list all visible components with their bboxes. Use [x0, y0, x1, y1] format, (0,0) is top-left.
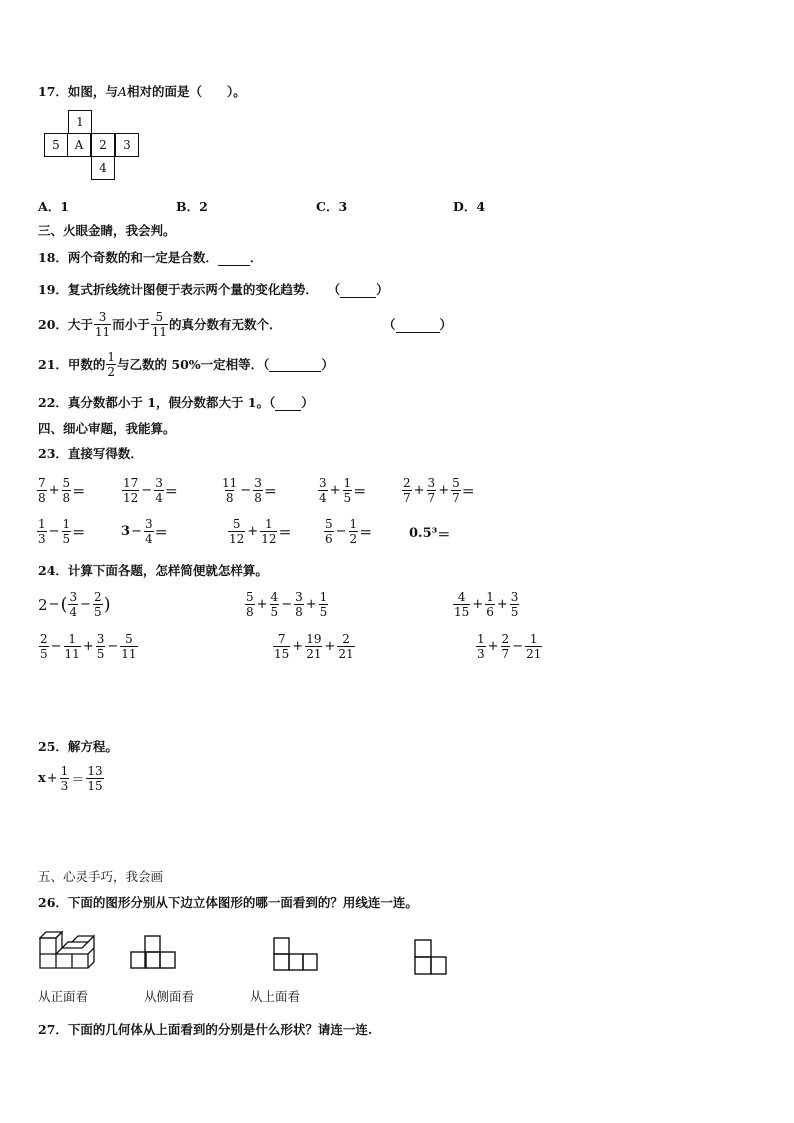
q20-post: 的真分数有无数个． [168, 316, 282, 332]
q17-option-d[interactable]: D．4 [453, 199, 486, 214]
math-token: 5 [96, 647, 105, 661]
q18 [38, 250, 262, 266]
math-token: 2 [38, 595, 48, 614]
math-token: 7 [427, 491, 436, 505]
math-token: 5 [94, 605, 102, 619]
fraction [337, 632, 354, 661]
math-token: 1 [38, 517, 46, 531]
math-token: 3 [38, 532, 46, 546]
fraction [64, 632, 81, 661]
math-token: 4 [457, 590, 466, 604]
math-token: 4 [69, 605, 78, 619]
math-token: 8 [225, 491, 234, 505]
operator: + [82, 639, 94, 654]
q19-blank[interactable] [340, 297, 376, 298]
math-token: 5 [62, 532, 71, 546]
q17-prompt [38, 84, 246, 100]
math-token: 8 [62, 491, 71, 505]
math-token: 13 [87, 764, 103, 778]
fraction [39, 632, 49, 661]
q17-prompt-pre: 17．如图，与 [38, 84, 118, 99]
operator: − [107, 639, 119, 654]
net-cell-4: 4 [91, 156, 115, 180]
q24-expr-f [475, 632, 543, 661]
q21-num: 1 [107, 350, 116, 364]
math-token: 3 [477, 647, 485, 661]
math-token: 3 [510, 590, 519, 604]
q23-title: 23．直接写得数． [38, 446, 143, 461]
math-token: x [38, 771, 46, 786]
math-token: 2 [403, 476, 411, 490]
math-token: 1 [265, 517, 273, 531]
math-token: 3 [96, 632, 105, 646]
fraction [60, 764, 70, 793]
operator: + [292, 639, 304, 654]
view-label-top: 从上面看 [250, 989, 301, 1004]
math-token: 15 [87, 779, 103, 793]
fraction [96, 632, 106, 661]
fraction [427, 476, 437, 505]
math-token: ＝ [164, 485, 178, 500]
math-token: 7 [501, 647, 510, 661]
q24-expr-e [272, 632, 356, 661]
math-token: − [335, 524, 347, 539]
q22-close: ） [301, 395, 314, 410]
q18-end: ． [249, 250, 263, 265]
q20-f2-num: 5 [155, 310, 164, 324]
q17-option-a[interactable]: A．1 [38, 199, 69, 214]
math-token: 3 [254, 476, 262, 490]
operator: + [472, 597, 484, 612]
math-token: 12 [229, 532, 245, 546]
math-token: 3 [69, 590, 78, 604]
net-cell-2: 2 [91, 133, 115, 157]
math-token: ＝ [72, 526, 86, 541]
math-token: + [413, 483, 425, 498]
q21-frac [106, 350, 116, 379]
math-token: 5 [319, 605, 328, 619]
q20-pre: 20．大于 [38, 316, 93, 332]
q20-f1-num: 3 [98, 310, 107, 324]
section-5-heading: 五、心灵手巧，我会画 [38, 869, 164, 884]
q24-expr-a [38, 590, 111, 619]
q24-title: 24．计算下面各题，怎样简便就怎样算。 [38, 563, 268, 578]
math-token: 1 [68, 632, 76, 646]
q23-expr-7 [121, 517, 168, 546]
math-token: 7 [277, 632, 286, 646]
math-token: 1 [349, 517, 358, 531]
math-token: 15 [274, 647, 290, 661]
math-token: 2 [94, 590, 102, 604]
math-token: + [438, 483, 450, 498]
q21-close: ） [321, 356, 334, 372]
q22-text: 22．真分数都小于 1，假分数都大于 1。（ [38, 395, 276, 410]
q17-option-b[interactable]: B．2 [176, 199, 208, 214]
math-token: 8 [295, 605, 303, 619]
math-token: 6 [486, 605, 494, 619]
q25-title: 25．解方程。 [38, 739, 118, 754]
q21-pre: 21．甲数的 [38, 356, 106, 372]
q23-expr-9 [323, 517, 372, 546]
q20-f1-den: 11 [94, 325, 111, 339]
fraction [270, 590, 280, 619]
fraction [120, 632, 137, 661]
fraction [37, 476, 47, 505]
q24-expr-b [244, 590, 329, 619]
q24-expr-c [452, 590, 520, 619]
q19 [38, 282, 389, 298]
q20-paren-open: （ [383, 317, 396, 332]
math-token: ＝ [263, 485, 277, 500]
math-token: 5 [125, 632, 133, 646]
math-token: ＝ [437, 528, 451, 543]
math-token: − [141, 483, 153, 498]
math-token: 3 [295, 590, 303, 604]
net-cell-A: A [67, 133, 91, 157]
math-token: ＝ [461, 485, 475, 500]
q22-blank[interactable] [275, 410, 301, 411]
fraction [86, 764, 103, 793]
fraction [273, 632, 290, 661]
math-token: 11 [222, 476, 238, 490]
top-view-shape-icon [273, 936, 319, 972]
q21-post: 与乙数的 50%一定相等．（ [117, 356, 270, 372]
math-token: ＝ [154, 526, 168, 541]
fraction [294, 590, 304, 619]
fraction [122, 476, 139, 505]
math-token: ＝ [278, 526, 292, 541]
math-token: 21 [338, 647, 354, 661]
math-token: 12 [261, 532, 277, 546]
operator: + [496, 597, 508, 612]
q20-mid: 而小于 [112, 316, 150, 332]
q17-var: A [117, 84, 127, 99]
fraction [228, 517, 245, 546]
q18-text: 18．两个奇数的和一定是合数． [38, 250, 218, 265]
math-token: 8 [38, 491, 46, 505]
q25-equation [38, 764, 105, 793]
math-token: 1 [343, 476, 352, 490]
math-token: 3 [60, 779, 69, 793]
math-token: 5 [452, 476, 460, 490]
math-token: − [240, 483, 252, 498]
q23-expr-3 [220, 476, 277, 505]
section-4-heading: 四、细心审题，我能算。 [38, 421, 176, 436]
fraction [525, 632, 542, 661]
fraction [501, 632, 511, 661]
operator: − [281, 597, 293, 612]
math-token: 7 [452, 491, 460, 505]
q27-title: 27．下面的几何体从上面看到的分别是什么形状？请连一连. [38, 1022, 373, 1037]
q20-blank[interactable] [396, 332, 440, 333]
q20-frac-2 [151, 310, 168, 339]
q17-prompt-post: 相对的面是（ ）。 [126, 84, 246, 99]
front-view-shape-icon [414, 938, 448, 976]
math-token: 11 [64, 647, 80, 661]
fraction [144, 517, 154, 546]
fraction [453, 590, 470, 619]
math-token: ) [103, 594, 111, 615]
operator: + [256, 597, 268, 612]
math-token: 3 [121, 524, 131, 539]
math-token: 21 [526, 647, 542, 661]
q19-paren-open: （ [333, 282, 341, 297]
q23-expr-5 [401, 476, 475, 505]
operator: + [305, 597, 317, 612]
fraction [37, 517, 47, 546]
math-token: ( [60, 594, 68, 615]
math-token: + [247, 524, 259, 539]
q19-text: 19．复式折线统计图便于表示两个量的变化趋势． [38, 282, 318, 297]
math-token: 7 [38, 476, 46, 490]
q23-expr-2 [121, 476, 178, 505]
math-token: ＝ [72, 485, 86, 500]
fraction [68, 590, 78, 619]
q23-expr-1 [36, 476, 85, 505]
fraction [260, 517, 277, 546]
math-token: 0.5³ [409, 526, 438, 541]
fraction [62, 476, 72, 505]
math-token: 5 [343, 491, 352, 505]
math-token: 2 [342, 632, 350, 646]
operator: − [50, 639, 62, 654]
math-token: 1 [477, 632, 485, 646]
fraction [93, 590, 103, 619]
math-token: 1 [529, 632, 538, 646]
q24-expr-d [38, 632, 139, 661]
math-token: 5 [510, 605, 519, 619]
math-token: 5 [62, 476, 71, 490]
math-token: 19 [306, 632, 322, 646]
q17-option-c[interactable]: C．3 [316, 199, 348, 214]
operator: − [80, 597, 92, 612]
operator: + [324, 639, 336, 654]
q20-f2-den: 11 [151, 325, 167, 339]
fraction [324, 517, 334, 546]
math-token: 12 [123, 491, 139, 505]
math-token: 21 [306, 647, 322, 661]
side-view-shape-icon [130, 934, 176, 970]
operator: − [48, 597, 60, 612]
fraction [402, 476, 412, 505]
fraction [510, 590, 520, 619]
math-token: − [48, 524, 60, 539]
operator: + [46, 771, 58, 786]
math-token: 7 [403, 491, 411, 505]
math-token: 5 [270, 605, 279, 619]
q20 [38, 310, 282, 339]
fraction [319, 590, 329, 619]
q26-title: 26．下面的图形分别从下边立体图形的哪一面看到的？用线连一连。 [38, 895, 418, 910]
math-token: 5 [40, 647, 48, 661]
fraction [476, 632, 486, 661]
q18-blank[interactable] [218, 265, 250, 266]
fraction [221, 476, 238, 505]
math-token: 8 [246, 605, 254, 619]
view-label-side: 从侧面看 [144, 989, 195, 1004]
q20-frac-1 [94, 310, 111, 339]
q21-blank[interactable] [269, 357, 321, 372]
math-token: 2 [349, 532, 358, 546]
math-token: + [329, 483, 341, 498]
math-token: 2 [40, 632, 48, 646]
math-token: 4 [319, 491, 327, 505]
fraction [349, 517, 359, 546]
fraction [305, 632, 322, 661]
operator: ＝ [71, 773, 85, 788]
math-token: 3 [155, 476, 163, 490]
math-token: 4 [270, 590, 279, 604]
q23-expr-8 [227, 517, 291, 546]
view-label-front: 从正面看 [38, 989, 89, 1004]
q23-expr-10 [409, 524, 450, 543]
q22 [38, 395, 314, 411]
q20-paren-close: ） [439, 317, 453, 332]
math-token: 2 [501, 632, 510, 646]
section-3-heading: 三、火眼金睛，我会判。 [38, 223, 176, 238]
q20-answer [383, 317, 452, 333]
fraction [485, 590, 495, 619]
q21-den: 2 [107, 365, 116, 379]
math-token: 5 [232, 517, 241, 531]
math-token: 3 [319, 476, 327, 490]
math-token: 6 [325, 532, 333, 546]
math-token: ＝ [353, 485, 367, 500]
math-token: 3 [144, 517, 153, 531]
fraction [154, 476, 164, 505]
math-token: 1 [60, 764, 69, 778]
math-token: 1 [486, 590, 494, 604]
q23-expr-6 [36, 517, 85, 546]
net-cell-1: 1 [68, 110, 92, 134]
net-cell-3: 3 [115, 133, 139, 157]
fraction [62, 517, 72, 546]
operator: + [487, 639, 499, 654]
math-token: 3 [427, 476, 436, 490]
fraction [451, 476, 461, 505]
fraction [253, 476, 263, 505]
math-token: 4 [144, 532, 153, 546]
math-token: 4 [155, 491, 163, 505]
cube-stack-3d-icon [38, 928, 100, 972]
math-token: 5 [246, 590, 254, 604]
fraction [318, 476, 328, 505]
math-token: 5 [325, 517, 333, 531]
net-cell-5: 5 [44, 133, 68, 157]
math-token: − [131, 524, 142, 539]
math-token: ＝ [359, 526, 373, 541]
math-token: 1 [319, 590, 328, 604]
q21 [38, 350, 334, 379]
q23-expr-4 [317, 476, 366, 505]
q19-paren-close: ） [376, 282, 389, 297]
math-token: 11 [121, 647, 137, 661]
math-token: 15 [454, 605, 470, 619]
fraction [343, 476, 353, 505]
cube-net [40, 110, 150, 185]
math-token: 17 [123, 476, 139, 490]
math-token: 1 [62, 517, 71, 531]
operator: − [512, 639, 524, 654]
fraction [245, 590, 255, 619]
math-token: 8 [254, 491, 262, 505]
math-token: + [48, 483, 60, 498]
